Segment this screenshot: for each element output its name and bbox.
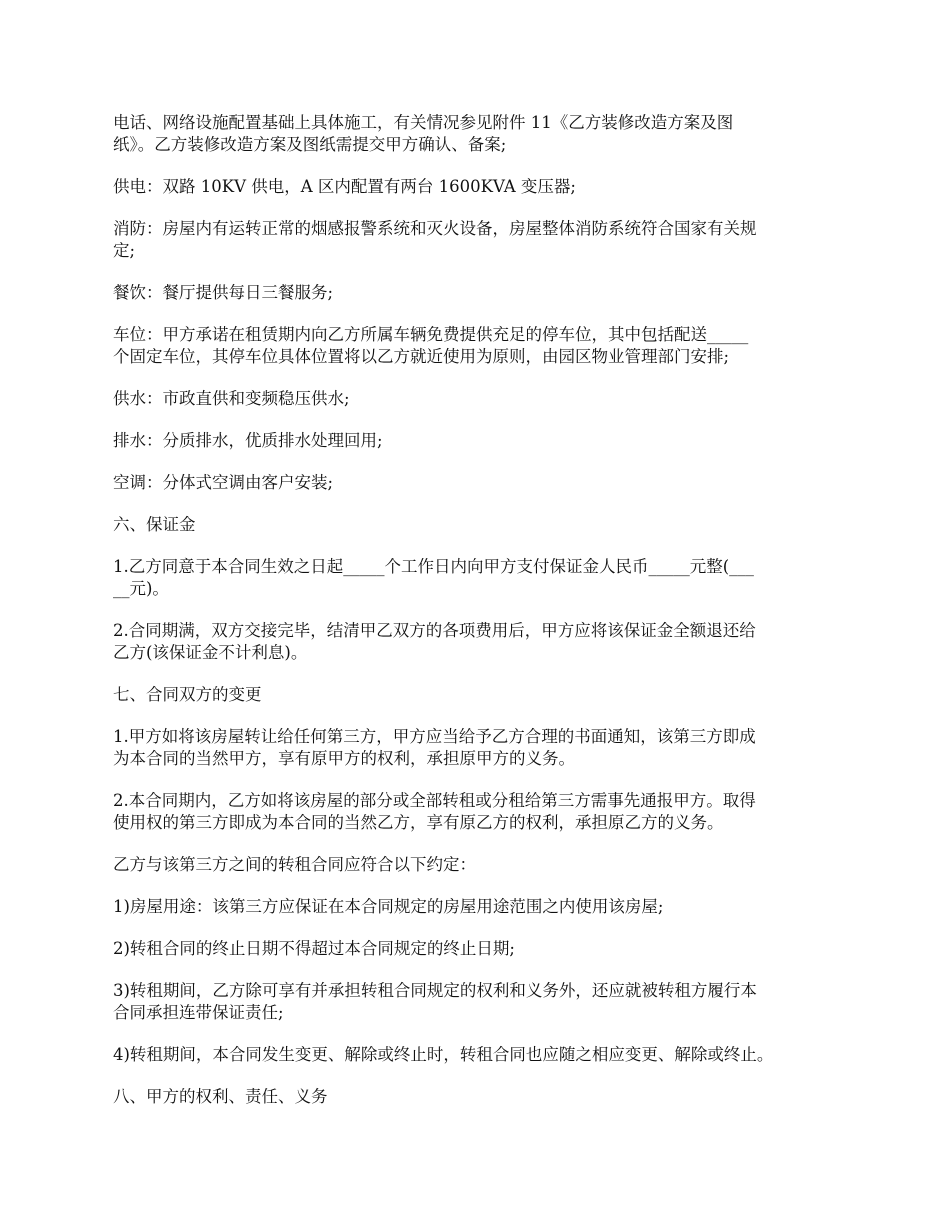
text-line: 空调：分体式空调由客户安装; <box>113 473 334 492</box>
document-page <box>113 112 841 1128</box>
paragraph-parking <box>113 324 841 368</box>
text-line: __元)。 <box>113 579 169 598</box>
text-line: 乙方与该第三方之间的转租合同应符合以下约定： <box>113 855 476 874</box>
text-line: 1)房屋用途：该第三方应保证在本合同规定的房屋用途范围之内使用该房屋; <box>113 897 664 916</box>
paragraph-sublease-3 <box>113 980 841 1024</box>
paragraph-catering <box>113 282 841 304</box>
paragraph-sublease-intro <box>113 854 841 876</box>
text-line: 合同承担连带保证责任; <box>113 1003 284 1022</box>
text-line: 消防：房屋内有运转正常的烟感报警系统和灭火设备，房屋整体消防系统符合国家有关规 <box>113 219 757 238</box>
paragraph-power-supply <box>113 176 841 198</box>
paragraph-changes-2 <box>113 790 841 834</box>
text-line: 1.乙方同意于本合同生效之日起_____个工作日内向甲方支付保证金人民币_____元整(___ <box>113 557 754 576</box>
text-line: 供电：双路 10KV 供电，A 区内配置有两台 1600KVA 变压器; <box>113 177 576 196</box>
paragraph-renovation-plan <box>113 112 841 156</box>
text-line: 八、甲方的权利、责任、义务 <box>113 1087 328 1106</box>
paragraph-air-conditioning <box>113 472 841 494</box>
text-line: 六、保证金 <box>113 515 196 534</box>
paragraph-fire-protection <box>113 218 841 262</box>
text-line: 车位：甲方承诺在租赁期内向乙方所属车辆免费提供充足的停车位，其中包括配送_____ <box>113 325 749 344</box>
paragraph-changes-1 <box>113 726 841 770</box>
text-line: 2)转租合同的终止日期不得超过本合同规定的终止日期; <box>113 939 515 958</box>
text-line: 乙方(该保证金不计利息)。 <box>113 643 308 662</box>
text-line: 电话、网络设施配置基础上具体施工，有关情况参见附件 11《乙方装修改造方案及图 <box>113 113 734 132</box>
paragraph-deposit-2 <box>113 620 841 664</box>
text-line: 2.合同期满，双方交接完毕，结清甲乙双方的各项费用后，甲方应将该保证金全额退还给 <box>113 621 756 640</box>
text-line: 4)转租期间，本合同发生变更、解除或终止时，转租合同也应随之相应变更、解除或终止。 <box>113 1045 774 1064</box>
paragraph-sublease-2 <box>113 938 841 960</box>
text-line: 为本合同的当然甲方，享有原甲方的权利，承担原甲方的义务。 <box>113 749 575 768</box>
paragraph-deposit-1 <box>113 556 841 600</box>
section-heading-deposit <box>113 514 841 536</box>
paragraph-water-supply <box>113 388 841 410</box>
text-line: 排水：分质排水，优质排水处理回用; <box>113 431 383 450</box>
text-line: 使用权的第三方即成为本合同的当然乙方，享有原乙方的权利，承担原乙方的义务。 <box>113 813 724 832</box>
text-line: 3)转租期间，乙方除可享有并承担转租合同规定的权利和义务外，还应就被转租方履行本 <box>113 981 757 1000</box>
text-line: 供水：市政直供和变频稳压供水; <box>113 389 350 408</box>
text-line: 纸》。乙方装修改造方案及图纸需提交甲方确认、备案; <box>113 135 507 154</box>
text-line: 个固定车位，其停车位具体位置将以乙方就近使用为原则，由园区物业管理部门安排; <box>113 347 730 366</box>
section-heading-party-a-rights <box>113 1086 841 1108</box>
section-heading-changes <box>113 684 841 706</box>
paragraph-drainage <box>113 430 841 452</box>
paragraph-sublease-4 <box>113 1044 841 1066</box>
text-line: 定; <box>113 241 136 260</box>
text-line: 1.甲方如将该房屋转让给任何第三方，甲方应当给予乙方合理的书面通知，该第三方即成 <box>113 727 756 746</box>
text-line: 2.本合同期内，乙方如将该房屋的部分或全部转租或分租给第三方需事先通报甲方。取得 <box>113 791 756 810</box>
text-line: 餐饮：餐厅提供每日三餐服务; <box>113 283 334 302</box>
paragraph-sublease-1 <box>113 896 841 918</box>
text-line: 七、合同双方的变更 <box>113 685 262 704</box>
